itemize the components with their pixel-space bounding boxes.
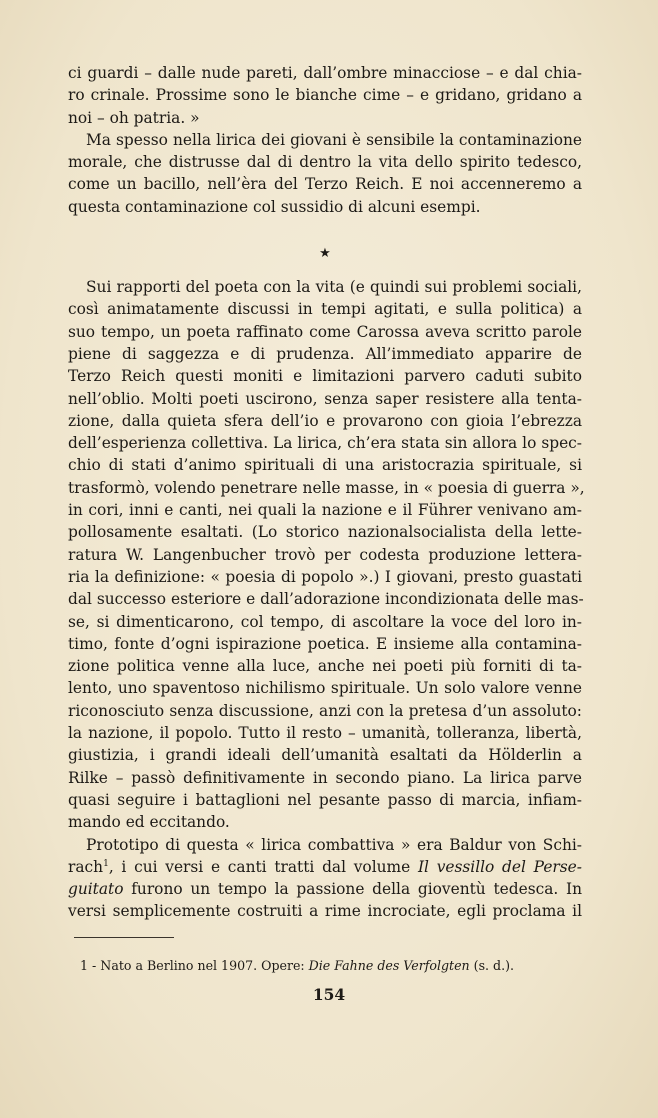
text-line: pollosamente esaltati. (Lo storico nazionalsocialista della lette- bbox=[68, 523, 582, 542]
text-line: chio di stati d’animo spirituali di una aristocrazia spirituale, si bbox=[68, 456, 582, 475]
text-line: timo, fonte d’ogni ispirazione poetica. E insieme alla contamina- bbox=[68, 634, 582, 653]
paragraph-schirach bbox=[68, 834, 582, 923]
text-line: Ma spesso nella lirica dei giovani è sensibile la contaminazione bbox=[86, 130, 582, 149]
footnote bbox=[80, 957, 514, 975]
text-line bbox=[68, 856, 582, 878]
text-line: giustizia, i grandi ideali dell’umanità esaltati da Hölderlin a bbox=[68, 746, 582, 765]
paragraph-quote-end bbox=[68, 62, 582, 129]
text-line: la nazione, il popolo. Tutto il resto – umanità, tolleranza, libertà, bbox=[68, 724, 582, 743]
text-line: Prototipo di questa « lirica combattiva » era Baldur von Schi- bbox=[86, 835, 582, 854]
text-line: riconosciuto senza discussione, anzi con la pretesa d’un assoluto: bbox=[68, 701, 582, 720]
footnote-divider bbox=[74, 937, 174, 938]
text-line bbox=[68, 878, 582, 900]
footnote-reference[interactable]: 1 bbox=[103, 858, 109, 869]
text-line: così animatamente discussi in tempi agitati, e sulla politica) a bbox=[68, 300, 582, 319]
text-line: mando ed eccitando. bbox=[68, 813, 230, 832]
text-line: suo tempo, un poeta raffinato come Carossa aveva scritto parole bbox=[68, 322, 582, 341]
text-line: dal successo esteriore e dall’adorazione incondizionata delle mas- bbox=[68, 590, 584, 609]
section-separator-star: ★ bbox=[319, 246, 331, 262]
text-line: in cori, inni e canti, nei quali la nazione e il Führer venivano am- bbox=[68, 501, 582, 520]
text-line: lento, uno spaventoso nichilismo spirituale. Un solo valore venne bbox=[68, 679, 582, 698]
text-line: trasformò, volendo penetrare nelle masse, in « poesia di guerra », bbox=[68, 478, 585, 497]
book-title-continued: guitato bbox=[68, 880, 124, 899]
text-line: Sui rapporti del poeta con la vita (e quindi sui problemi sociali, bbox=[86, 278, 582, 297]
text-line: quasi seguire i battaglioni nel pesante passo di marcia, infiam- bbox=[68, 790, 582, 809]
paragraph-poet-and-life bbox=[68, 276, 585, 833]
author-name: rach bbox=[68, 857, 104, 876]
text-line: piene di saggezza e di prudenza. All’immediato apparire de bbox=[68, 344, 582, 363]
text-line: come un bacillo, nell’èra del Terzo Reich. E noi accenneremo a bbox=[68, 175, 582, 194]
text-fragment: furono un tempo la passione della gioventù tedesca. In bbox=[123, 880, 582, 899]
paragraph-contamination bbox=[68, 129, 582, 218]
text-line: nell’oblio. Molti poeti uscirono, senza saper resistere alla tenta- bbox=[68, 389, 582, 408]
text-line: zione politica venne alla luce, anche nei poeti più forniti di ta- bbox=[68, 657, 582, 676]
text-line: Rilke – passò definitivamente in secondo piano. La lirica parve bbox=[68, 768, 582, 787]
footnote-text: Nato a Berlino nel 1907. Opere: bbox=[100, 958, 309, 973]
footnote-work-title: Die Fahne des Verfolgten bbox=[308, 958, 470, 973]
text-line: ria la definizione: « poesia di popolo ».) I giovani, presto guastati bbox=[68, 567, 582, 586]
text-line: questa contaminazione col sussidio di alcuni esempi. bbox=[68, 197, 481, 216]
text-line: ro crinale. Prossime sono le bianche cime – e gridano, gridano a bbox=[68, 86, 582, 105]
text-line: versi semplicemente costruiti a rime incrociate, egli proclama il bbox=[68, 902, 582, 921]
text-line: noi – oh patria. » bbox=[68, 108, 200, 127]
text-line: zione, dalla quieta sfera dell’io e provarono con gioia l’ebrezza bbox=[68, 411, 582, 430]
text-line: se, si dimenticarono, col tempo, di ascoltare la voce del loro in- bbox=[68, 612, 582, 631]
footnote-date-note: (s. d.). bbox=[469, 958, 515, 973]
page-number: 154 bbox=[312, 985, 346, 1004]
text-line: ci guardi – dalle nude pareti, dall’ombre minacciose – e dal chia- bbox=[68, 64, 582, 82]
text-line: morale, che distrusse dal di dentro la vita dello spirito tedesco, bbox=[68, 153, 582, 172]
text-line: dell’esperienza collettiva. La lirica, ch’era stata sin allora lo spec- bbox=[68, 434, 582, 453]
text-fragment: , i cui versi e canti tratti dal volume bbox=[108, 857, 418, 876]
page-body bbox=[68, 62, 585, 923]
footnote-marker: 1 - bbox=[80, 958, 97, 973]
text-line: Terzo Reich questi moniti e limitazioni parvero caduti subito bbox=[68, 367, 582, 386]
text-line: ratura W. Langenbucher trovò per codesta produzione lettera- bbox=[68, 545, 582, 564]
book-title: Il vessillo del Perse- bbox=[417, 857, 582, 876]
